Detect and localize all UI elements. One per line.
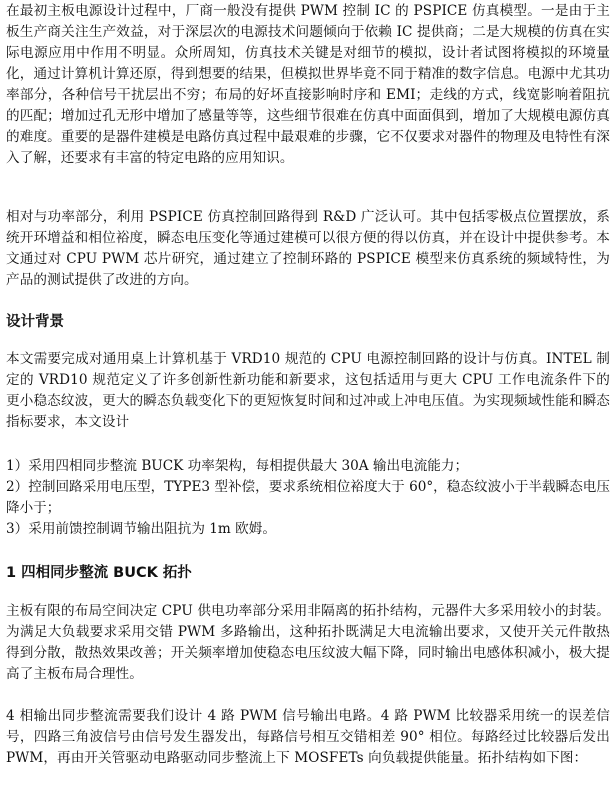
requirement-item: 1）采用四相同步整流 BUCK 功率架构，每相提供最大 30A 输出电流能力； [6, 458, 469, 474]
section-heading-design-background: 设计背景 [6, 314, 64, 330]
topology-paragraph: 主板有限的布局空间决定 CPU 供电功率部分采用非隔离的拓扑结构，元器件大多采用较小的封装。为满足大负载要求采用交错 PWM 多路输出，这种拓扑既满足大电流输出要求，又使开关元件散热得到分散，散热效果改善；开关频率增加使稳态电压纹波大幅下降，同时输出电感体积减小，极大提高了主板布局合理性。 [6, 603, 610, 682]
section-heading-buck-topology: 1 四相同步整流 BUCK 拓扑 [6, 565, 192, 581]
requirements-list [6, 456, 610, 540]
requirement-item: 2）控制回路采用电压型，TYPE3 型补偿，要求系统相位裕度大于 60°，稳态纹波小于半载瞬态电压降小于； [6, 479, 610, 516]
intro-paragraph: 在最初主板电源设计过程中，厂商一般没有提供 PWM 控制 IC 的 PSPICE 仿真模型。一是由于主板生产商关注生产效益，对于深层次的电源技术问题倾向于依赖 IC 提供商；二是大规模的仿真在实际电源应用中作用不明显。众所周知，仿真技术关键是对细节的模拟，设计者试图将模拟的环境量化，通过计算机计算还原，得到想要的结果，但模拟世界毕竟不同于精准的数字信息。电源中尤其功率部分，各种信号干扰层出不穷；布局的好坏直接影响时序和 EMI；走线的方式，线宽影响着阻抗的匹配；增加过孔无形中增加了感量等等，这些细节很难在仿真中面面俱到，增加了大规模电源仿真的难度。重要的是器件建模是电路仿真过程中最艰难的步骤，它不仅要求对器件的物理及电特性有深入了解，还要求有丰富的特定电路的应用知识。 [6, 3, 610, 166]
power-paragraph: 相对与功率部分，利用 PSPICE 仿真控制回路得到 R&D 广泛认可。其中包括零极点位置摆放，系统开环增益和相位裕度，瞬态电压变化等通过建模可以很方便的得以仿真，并在设计中提供参考。本文通过对 CPU PWM 芯片研究，通过建立了控制环路的 PSPICE 模型来仿真系统的频域特性，为产品的测试提供了改进的方向。 [6, 209, 610, 288]
design-paragraph: 本文需要完成对通用桌上计算机基于 VRD10 规范的 CPU 电源控制回路的设计与仿真。INTEL 制定的 VRD10 规范定义了许多创新性新功能和新要求，这包括适用与更大 CPU 工作电流条件下的更小稳态纹波，更大的瞬态负载变化下的更短恢复时间和过冲或上冲电压值。为实现频域性能和瞬态指标要求，本文设计 [6, 351, 610, 430]
pwm-paragraph: 4 相输出同步整流需要我们设计 4 路 PWM 信号输出电路。4 路 PWM 比较器采用统一的误差信号，四路三角波信号由信号发生器发出，每路信号相互交错相差 90° 相位。每路经过比较器后发出 PWM，再由开关管驱动电路驱动同步整流上下 MOSFETs 向负载提供能量。拓扑结构如下图： [6, 708, 610, 766]
requirement-item: 3）采用前馈控制调节输出阻抗为 1m 欧姆。 [6, 521, 276, 537]
